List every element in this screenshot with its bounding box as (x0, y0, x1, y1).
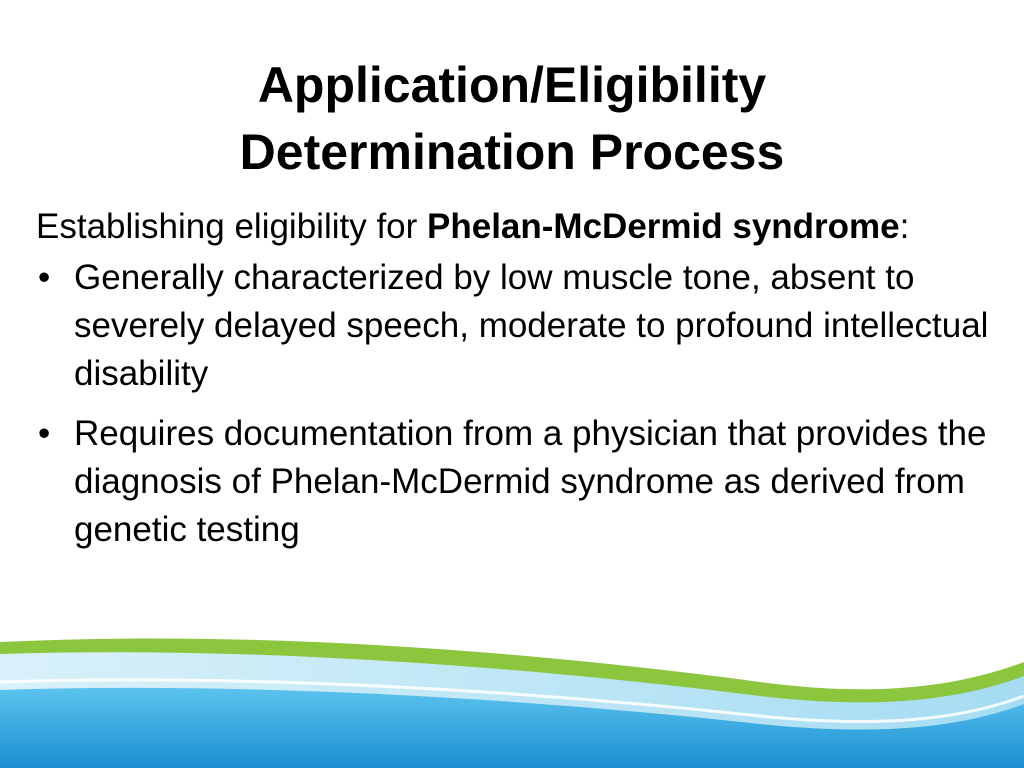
intro-suffix: : (899, 207, 910, 246)
slide-body (36, 203, 1011, 566)
slide-title (0, 52, 1024, 186)
bullet-dot-icon: • (38, 258, 51, 297)
intro-prefix: Establishing eligibility for (36, 207, 428, 246)
slide-title-line-2: Determination Process (239, 124, 785, 180)
intro-bold: Phelan-McDermid syndrome (427, 207, 900, 246)
slide-title-line-1: Application/Eligibility (257, 57, 767, 113)
bullet-item (36, 410, 1011, 554)
decorative-wave (0, 620, 1024, 768)
bullet-list (36, 254, 1011, 554)
bullet-item (36, 254, 1011, 398)
bullet-text: Requires documentation from a physician that provides the diagnosis of Phelan-McDermid syndrome as derived from genetic testing (74, 414, 987, 549)
intro-text (36, 203, 1011, 251)
bullet-text: Generally characterized by low muscle tone, absent to severely delayed speech, moderate to profound intellectual disability (74, 258, 989, 393)
bullet-dot-icon: • (38, 414, 51, 453)
